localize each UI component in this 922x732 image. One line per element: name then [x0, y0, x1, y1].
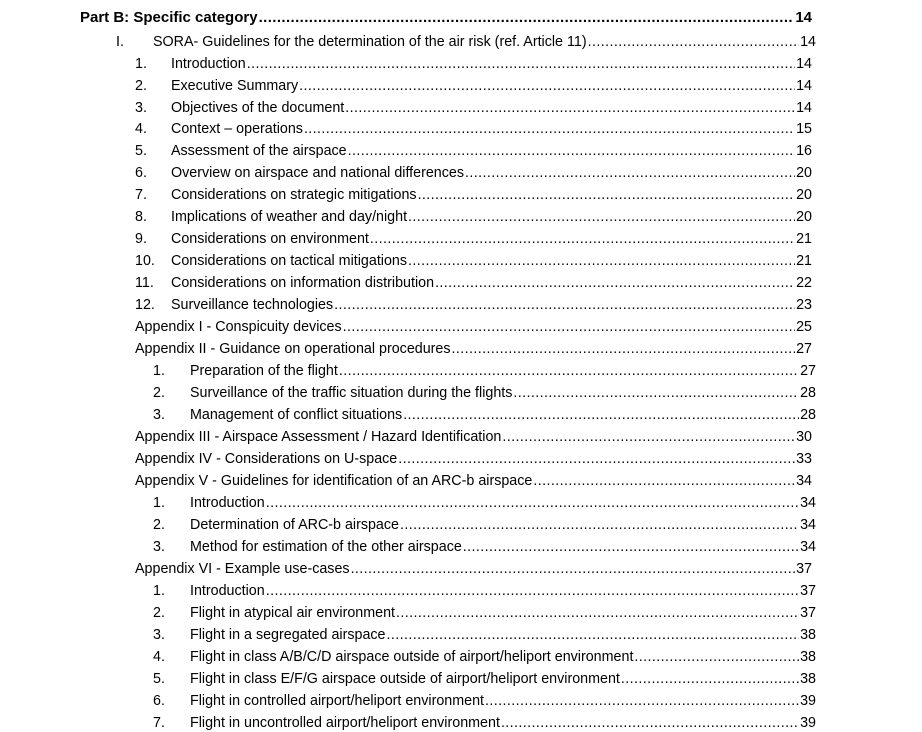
toc-page-number: 15 — [796, 121, 812, 137]
toc-entry-title: Considerations on environment — [171, 231, 369, 247]
toc-entry-number: 3. — [153, 539, 165, 555]
toc-sub-entry[interactable] — [153, 538, 816, 556]
toc-page-number: 20 — [796, 209, 812, 225]
toc-page-number: 38 — [800, 671, 816, 687]
toc-appendix-entry[interactable] — [135, 560, 812, 578]
toc-entry-title: Considerations on strategic mitigations — [171, 187, 417, 203]
toc-part-heading[interactable] — [80, 9, 812, 27]
toc-page-number: 37 — [796, 561, 812, 577]
toc-entry-title: Appendix VI - Example use-cases — [135, 561, 350, 577]
toc-entry-title: Executive Summary — [171, 78, 299, 94]
toc-page-number: 28 — [800, 385, 816, 401]
dot-leader — [435, 274, 795, 292]
toc-page-number: 34 — [800, 539, 816, 555]
toc-page-number: 38 — [800, 649, 816, 665]
toc-entry-title: Determination of ARC-b airspace — [190, 517, 399, 533]
toc-entry-number: 4. — [153, 649, 165, 665]
toc-entry-title: Surveillance of the traffic situation during the flights — [190, 385, 513, 401]
toc-entry-number: 2. — [135, 78, 147, 94]
toc-entry[interactable] — [135, 208, 812, 226]
toc-entry[interactable] — [135, 296, 812, 314]
toc-sub-entry[interactable] — [153, 582, 816, 600]
toc-entry-title: Considerations on tactical mitigations — [171, 253, 408, 269]
toc-page-number: 38 — [800, 627, 816, 643]
dot-leader — [403, 406, 799, 424]
toc-sub-entry[interactable] — [153, 670, 816, 688]
toc-page-number: 39 — [800, 715, 816, 731]
toc-entry-number: 12. — [135, 297, 155, 313]
toc-appendix-entry[interactable] — [135, 340, 812, 358]
toc-page-number: 21 — [796, 253, 812, 269]
toc-page-number: 39 — [800, 693, 816, 709]
toc-entry-number: 2. — [153, 517, 165, 533]
toc-entry-title: Assessment of the airspace — [171, 143, 347, 159]
toc-sub-entry[interactable] — [153, 494, 816, 512]
toc-page-number: 28 — [800, 407, 816, 423]
toc-entry-number: 3. — [153, 407, 165, 423]
dot-leader — [634, 648, 799, 666]
toc-entry-number: 6. — [153, 693, 165, 709]
toc-sub-entry[interactable] — [153, 692, 816, 710]
toc-page-number: 14 — [796, 78, 812, 94]
toc-sub-entry[interactable] — [153, 384, 816, 402]
toc-sub-entry[interactable] — [153, 516, 816, 534]
toc-entry-title: Considerations on information distribution — [171, 275, 435, 291]
dot-leader — [400, 516, 799, 534]
dot-leader — [345, 99, 795, 117]
dot-leader — [621, 670, 799, 688]
toc-sub-entry[interactable] — [153, 714, 816, 732]
dot-leader — [501, 714, 799, 732]
toc-page-number: 20 — [796, 187, 812, 203]
toc-entry-title: Flight in class E/F/G airspace outside of airport/heliport environment — [190, 671, 620, 687]
dot-leader — [485, 692, 799, 710]
toc-appendix-entry[interactable] — [135, 472, 812, 490]
toc-entry-number: 10. — [135, 253, 155, 269]
toc-entry-title: Management of conflict situations — [190, 407, 403, 423]
toc-entry-title: Objectives of the document — [171, 100, 345, 116]
toc-page-number: 34 — [796, 473, 812, 489]
toc-page-number: 14 — [796, 100, 812, 116]
dot-leader — [452, 340, 796, 358]
toc-entry-title: Introduction — [190, 495, 265, 511]
toc-entry-number: 9. — [135, 231, 147, 247]
toc-entry[interactable] — [135, 120, 812, 138]
toc-entry-number: 1. — [153, 583, 165, 599]
toc-entry-title: Appendix I - Conspicuity devices — [135, 319, 342, 335]
dot-leader — [304, 120, 795, 138]
toc-entry-title: Appendix V - Guidelines for identification of an ARC-b airspace — [135, 473, 533, 489]
toc-entry-number: 1. — [153, 495, 165, 511]
toc-page-number: 23 — [796, 297, 812, 313]
dot-leader — [465, 164, 795, 182]
toc-entry-title: Overview on airspace and national differences — [171, 165, 464, 181]
dot-leader — [370, 230, 795, 248]
toc-entry-title: SORA- Guidelines for the determination of the air risk (ref. Article 11) — [153, 34, 587, 50]
toc-entry-number: 11. — [135, 275, 154, 291]
dot-leader — [588, 33, 800, 51]
toc-page-number: 27 — [796, 341, 812, 357]
dot-leader — [396, 604, 799, 622]
toc-entry[interactable] — [135, 99, 812, 117]
toc-page-number: 16 — [796, 143, 812, 159]
toc-page-number: 21 — [796, 231, 812, 247]
dot-leader — [502, 428, 795, 446]
dot-leader — [351, 560, 796, 578]
dot-leader — [398, 450, 795, 468]
toc-entry[interactable] — [135, 186, 812, 204]
toc-sub-entry[interactable] — [153, 406, 816, 424]
dot-leader — [266, 582, 799, 600]
dot-leader — [343, 318, 795, 336]
toc-entry-title: Preparation of the flight — [190, 363, 338, 379]
toc-entry-number: 5. — [153, 671, 165, 687]
toc-page-number: 37 — [800, 605, 816, 621]
dot-leader — [299, 77, 795, 95]
dot-leader — [408, 208, 795, 226]
dot-leader — [463, 538, 799, 556]
toc-entry-title: Flight in class A/B/C/D airspace outside of airport/heliport environment — [190, 649, 634, 665]
toc-entry-number: I. — [116, 34, 124, 50]
toc-entry[interactable] — [135, 252, 812, 270]
dot-leader — [339, 362, 799, 380]
toc-entry-title: Flight in controlled airport/heliport environment — [190, 693, 485, 709]
toc-entry[interactable] — [135, 230, 812, 248]
toc-appendix-entry[interactable] — [135, 428, 812, 446]
toc-entry-number: 7. — [153, 715, 165, 731]
toc-entry[interactable] — [135, 274, 812, 292]
dot-leader — [247, 55, 795, 73]
toc-entry-title: Flight in atypical air environment — [190, 605, 396, 621]
toc-entry-number: 5. — [135, 143, 147, 159]
toc-entry-number: 1. — [153, 363, 165, 379]
toc-entry-title: Part B: Specific category — [80, 9, 258, 26]
dot-leader — [266, 494, 799, 512]
toc-entry-title: Appendix IV - Considerations on U-space — [135, 451, 398, 467]
toc-entry-number: 4. — [135, 121, 147, 137]
toc-entry-title: Method for estimation of the other airspace — [190, 539, 462, 555]
toc-entry-number: 2. — [153, 385, 165, 401]
toc-sub-entry[interactable] — [153, 604, 816, 622]
toc-page-number: 25 — [796, 319, 812, 335]
toc-entry-number: 7. — [135, 187, 147, 203]
dot-leader — [408, 252, 795, 270]
toc-appendix-entry[interactable] — [135, 318, 812, 336]
dot-leader — [259, 9, 795, 27]
toc-entry-title: Introduction — [171, 56, 246, 72]
toc-entry-title: Surveillance technologies — [171, 297, 334, 313]
toc-entry[interactable] — [135, 55, 812, 73]
toc-entry-number: 2. — [153, 605, 165, 621]
toc-page-number: 22 — [796, 275, 812, 291]
toc-entry-number: 6. — [135, 165, 147, 181]
toc-page-number: 34 — [800, 517, 816, 533]
dot-leader — [418, 186, 796, 204]
toc-section-heading[interactable] — [116, 33, 816, 51]
toc-entry-title: Introduction — [190, 583, 265, 599]
toc-entry-title: Context – operations — [171, 121, 303, 137]
toc-page-number: 27 — [800, 363, 816, 379]
dot-leader — [348, 142, 795, 160]
dot-leader — [334, 296, 795, 314]
dot-leader — [533, 472, 795, 490]
toc-appendix-entry[interactable] — [135, 450, 812, 468]
toc-page-number: 33 — [796, 451, 812, 467]
toc-entry-title: Flight in a segregated airspace — [190, 627, 386, 643]
toc-sub-entry[interactable] — [153, 626, 816, 644]
toc-entry[interactable] — [135, 77, 812, 95]
toc-entry-number: 8. — [135, 209, 147, 225]
toc-entry-number: 3. — [153, 627, 165, 643]
toc-entry-title: Appendix II - Guidance on operational procedures — [135, 341, 451, 357]
toc-entry-title: Flight in uncontrolled airport/heliport environment — [190, 715, 500, 731]
toc-sub-entry[interactable] — [153, 648, 816, 666]
toc-page-number: 30 — [796, 429, 812, 445]
dot-leader — [513, 384, 799, 402]
toc-page-number: 34 — [800, 495, 816, 511]
toc-page-number: 14 — [800, 34, 816, 50]
toc-entry-number: 1. — [135, 56, 147, 72]
toc-page-number: 20 — [796, 165, 812, 181]
dot-leader — [387, 626, 800, 644]
toc-page-number: 14 — [795, 9, 812, 26]
toc-sub-entry[interactable] — [153, 362, 816, 380]
toc-entry[interactable] — [135, 164, 812, 182]
toc-entry-number: 3. — [135, 100, 147, 116]
toc-entry[interactable] — [135, 142, 812, 160]
toc-entry-title: Appendix III - Airspace Assessment / Hazard Identification — [135, 429, 502, 445]
toc-entry-title: Implications of weather and day/night — [171, 209, 408, 225]
toc-page-number: 14 — [796, 56, 812, 72]
toc-page-number: 37 — [800, 583, 816, 599]
